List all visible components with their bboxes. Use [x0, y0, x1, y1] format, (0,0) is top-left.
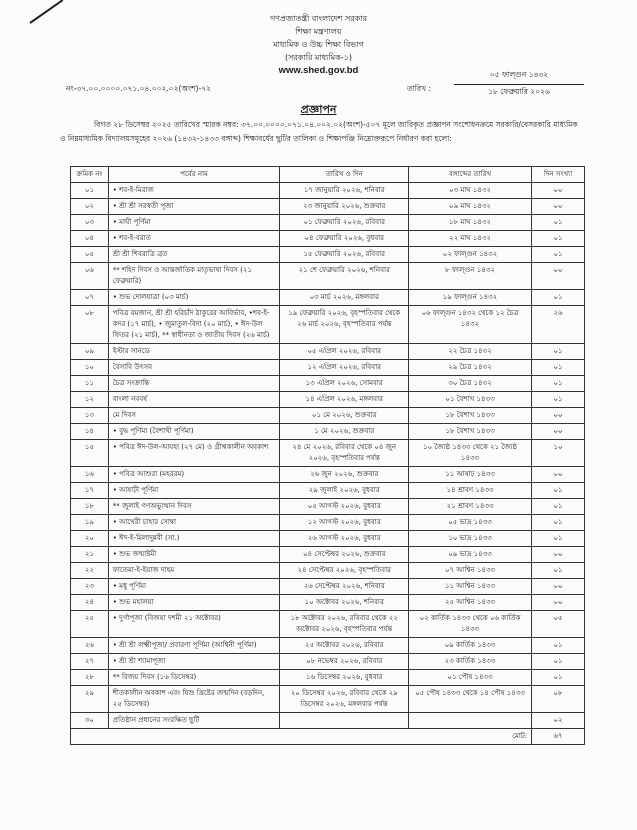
row-serial: ২৯: [71, 686, 109, 713]
row-name: • দুর্গাপূজা (বিজয়া দশমী ২১ অক্টোবর): [108, 611, 280, 638]
row-bangla-date: ০১ বৈশাখ ১৪৩৩: [408, 392, 531, 408]
row-serial: ০২: [71, 199, 109, 215]
table-row: [71, 306, 585, 344]
table-row: [71, 579, 585, 595]
row-bangla-date: ১০ জ্যৈষ্ঠ ১৪৩৩ থেকে ২১ জ্যৈষ্ঠ ১৪৩৩: [408, 440, 531, 467]
row-days: ০১: [532, 483, 585, 499]
row-name: • শ্রী শ্রী শ্যামাপূজা: [108, 654, 280, 670]
table-row: [71, 263, 585, 290]
row-date: ১ মে ২০২৬, শুক্রবার: [280, 424, 409, 440]
row-serial: ১৭: [71, 483, 109, 499]
table-row: [71, 515, 585, 531]
row-days: ০১: [532, 231, 585, 247]
row-days: ০১: [532, 247, 585, 263]
row-days: ০০: [532, 263, 585, 290]
table-row: [71, 360, 585, 376]
row-name: • শুভ জন্মাষ্টমী: [108, 547, 280, 563]
col-days: দিন সংখ্যা: [532, 167, 585, 183]
row-date: ১৩ এপ্রিল ২০২৬, সোমবার: [280, 376, 409, 392]
table-row: [71, 199, 585, 215]
row-date: ০৫ এপ্রিল ২০২৬, রবিবার: [280, 344, 409, 360]
row-name: • বুদ্ধ পূর্ণিমা (বৈশাখী পূর্ণিমা): [108, 424, 280, 440]
row-days: ০৫: [532, 611, 585, 638]
row-bangla-date: ১৮ বৈশাখ ১৪৩৩: [408, 424, 531, 440]
table-row: [71, 563, 585, 579]
col-name: পর্বের নাম: [108, 167, 280, 183]
row-date: ০৪ ফেব্রুয়ারি ২০২৬, বুধবার: [280, 231, 409, 247]
table-row: [71, 392, 585, 408]
row-serial: ২৭: [71, 654, 109, 670]
table-row: [71, 424, 585, 440]
row-serial: ৩০: [71, 713, 109, 729]
date-label: তারিখ :: [407, 84, 431, 93]
table-row: [71, 531, 585, 547]
row-bangla-date: ৩০ চৈত্র ১৪৩২: [408, 376, 531, 392]
row-bangla-date: ১০ ভাদ্র ১৪৩৩: [408, 531, 531, 547]
row-name: • পবিত্র ঈদ-উল-আযহা (২৭ মে) ও গ্রীষ্মকালীন অবকাশ: [108, 440, 280, 467]
row-name: • শুভ দোলযাত্রা (০৩ মার্চ): [108, 290, 280, 306]
row-bangla-date: ১৮ মাঘ ১৪৩২: [408, 215, 531, 231]
row-name: • পবিত্র আশুরা (মহররম): [108, 467, 280, 483]
row-name: • ঈদ-ই-মিলাদুন্নবী (সা.): [108, 531, 280, 547]
row-serial: ১৫: [71, 440, 109, 467]
col-bangla-date: বঙ্গাব্দের তারিখ: [408, 167, 531, 183]
row-serial: ১০: [71, 360, 109, 376]
row-days: ০০: [532, 199, 585, 215]
row-days: ২৬: [532, 306, 585, 344]
row-date: ২৬ আগস্ট ২০২৬, বুধবার: [280, 531, 409, 547]
row-serial: ০৪: [71, 231, 109, 247]
total-row: [71, 729, 585, 745]
row-days: ১০: [532, 440, 585, 467]
row-bangla-date: ২৯ চৈত্র ১৪৩২: [408, 360, 531, 376]
row-days: ০১: [532, 392, 585, 408]
table-row: [71, 638, 585, 654]
row-serial: ১৩: [71, 408, 109, 424]
row-bangla-date: ০২ কার্তিক ১৪৩৩ থেকে ০৬ কার্তিক ১৪৩৩: [408, 611, 531, 638]
row-days: ০৮: [532, 686, 585, 713]
row-date: ২৪ মে ২০২৬, রবিবার থেকে ০৪ জুন ২০২৬, বৃহস্পতিবার পর্যন্ত: [280, 440, 409, 467]
row-serial: ০৩: [71, 215, 109, 231]
row-days: ০১: [532, 215, 585, 231]
row-days: ০০: [532, 579, 585, 595]
row-name: • শুভ মহালয়া: [108, 595, 280, 611]
row-name: শীতকালীন অবকাশ এবং যিশু খ্রিষ্টের জন্মদিন (বড়দিন, ২৫ ডিসেম্বর): [108, 686, 280, 713]
row-bangla-date: ০৫ পৌষ ১৪৩৩ থেকে ১৪ পৌষ ১৪৩৩: [408, 686, 531, 713]
intro-paragraph: বিগত ২৮ ডিসেম্বর ২০২৫ তারিখের স্মারক নম্বর: ৩৭.০০.০০০০.০৭১.০৪.০০২.০২(অংশ)-৫০৭ মূলে জারিকৃত প্রজ্ঞাপন সংশোধনক্রমে সরকারি/বেসরকারি মাধ্যমিক ও নিম্নমাধ্যমিক বিদ্যালয়সমূহের ২০২৬ (১৪৩২-১৪৩৩ বঙ্গাব্দ) শিক্ষাবর্ষের ছুটির তালিকা ও শিক্ষাপঞ্জি নিম্নোক্তরূপে নির্ধারণ করা হলো:: [60, 120, 578, 143]
row-bangla-date: ০৯ মাঘ ১৪৩২: [408, 199, 531, 215]
row-serial: ২৪: [71, 595, 109, 611]
row-bangla-date: ০৭ আশ্বিন ১৪৩৩: [408, 563, 531, 579]
row-bangla-date: ২২ চৈত্র ১৪৩২: [408, 344, 531, 360]
section-name: (সরকারি মাধ্যমিক-১): [284, 53, 353, 62]
row-days: ০১: [532, 499, 585, 515]
row-bangla-date: ০৯ ভাদ্র ১৪৩৩: [408, 547, 531, 563]
row-date: ১৪ এপ্রিল ২০২৬, মঙ্গলবার: [280, 392, 409, 408]
row-days: ০২: [532, 713, 585, 729]
row-bangla-date: ১৮ বৈশাখ ১৪৩৩: [408, 408, 531, 424]
row-date: ২৫ অক্টোবর ২০২৬, রবিবার: [280, 638, 409, 654]
table-row: [71, 290, 585, 306]
table-row: [71, 231, 585, 247]
row-serial: ১৪: [71, 424, 109, 440]
row-serial: ০৫: [71, 247, 109, 263]
row-serial: ১৯: [71, 515, 109, 531]
row-bangla-date: ১১ আষাঢ় ১৪৩৩: [408, 467, 531, 483]
row-name: পবিত্র রমজান, শ্রী শ্রী হরিচাঁদ ঠাকুরের আবির্ভাব, •শব-ই-কদর (১৭ মার্চ), • জুমাতুল-বিদা (২০ মার্চ), • ঈদ-উল ফিতর (২১ মার্চ), ** স্বাধীনতা ও জাতীয় দিবস (২৬ মার্চ): [108, 306, 280, 344]
row-name: বৈসাবি উৎসব: [108, 360, 280, 376]
row-bangla-date: ২৩ কার্তিক ১৪৩৩: [408, 654, 531, 670]
row-bangla-date: ১৯ ফাল্গুন ১৪৩২: [408, 290, 531, 306]
row-bangla-date: ০৩ মাঘ ১৪৩২: [408, 183, 531, 199]
row-date: ১২ আগস্ট ২০২৬, বুধবার: [280, 515, 409, 531]
table-row: [71, 215, 585, 231]
row-days: ০১: [532, 563, 585, 579]
table-row: [71, 408, 585, 424]
letterhead: [0, 12, 637, 77]
table-row: [71, 547, 585, 563]
row-days: ০০: [532, 408, 585, 424]
row-date: ১০ অক্টোবর ২০২৬, শনিবার: [280, 595, 409, 611]
table-row: [71, 499, 585, 515]
row-bangla-date: ২৫ আশ্বিন ১৪৩৩: [408, 595, 531, 611]
row-date: ২৯ জুলাই ২০২৬, বুধবার: [280, 483, 409, 499]
row-date: ১৫ ফেব্রুয়ারি ২০২৬, রবিবার: [280, 247, 409, 263]
row-days: ০০: [532, 183, 585, 199]
row-serial: ১৬: [71, 467, 109, 483]
table-row: [71, 247, 585, 263]
row-date: ১৬ ডিসেম্বর ২০২৬, বুধবার: [280, 670, 409, 686]
row-serial: ০৯: [71, 344, 109, 360]
row-date: ২৬ জুন ২০২৬, শুক্রবার: [280, 467, 409, 483]
row-date: ০১ মে ২০২৬, শুক্রবার: [280, 408, 409, 424]
table-row: [71, 611, 585, 638]
table-row: [71, 440, 585, 467]
row-name: • শ্রী শ্রী সরস্বতী পূজা: [108, 199, 280, 215]
date-divider: [454, 84, 584, 85]
row-date: ০৪ সেপ্টেম্বর ২০২৬, শুক্রবার: [280, 547, 409, 563]
row-bangla-date: ০৬ ফাল্গুন ১৪৩২ থেকে ১২ চৈত্র ১৪৩২: [408, 306, 531, 344]
row-name: ** জুলাই গণঅভ্যুত্থান দিবস: [108, 499, 280, 515]
row-serial: ০৭: [71, 290, 109, 306]
row-name: ** বিজয় দিবস (১৬ ডিসেম্বর): [108, 670, 280, 686]
row-name: শ্রী শ্রী শিবরাত্রি ব্রত: [108, 247, 280, 263]
row-serial: ১২: [71, 392, 109, 408]
row-date: ২৬ সেপ্টেম্বর ২০২৬, শনিবার: [280, 579, 409, 595]
row-date: ২০ ডিসেম্বর ২০২৬, রবিবার থেকে ২৯ ডিসেম্বর ২০২৬, মঙ্গলবার পর্যন্ত: [280, 686, 409, 713]
row-days: ০০: [532, 424, 585, 440]
row-date: ০৮ নভেম্বর ২০২৬, রবিবার: [280, 654, 409, 670]
row-bangla-date: ২২ মাঘ ১৪৩২: [408, 231, 531, 247]
row-bangla-date: ০১ পৌষ ১৪৩৩: [408, 670, 531, 686]
division-name: মাধ্যমিক ও উচ্চ শিক্ষা বিভাগ: [273, 40, 364, 49]
table-row: [71, 670, 585, 686]
table-row: [71, 183, 585, 199]
row-days: ০১: [532, 344, 585, 360]
row-bangla-date: [408, 713, 531, 729]
row-serial: ০৮: [71, 306, 109, 344]
row-name: • শব-ই-বরাত: [108, 231, 280, 247]
table-row: [71, 376, 585, 392]
row-date: ২১ শে ফেব্রুয়ারি ২০২৬, শনিবার: [280, 263, 409, 290]
row-name: চৈত্র সংক্রান্তি: [108, 376, 280, 392]
row-date: ১৮ অক্টোবর ২০২৬, রবিবার থেকে ২২ অক্টোবর ২০২৬, বৃহস্পতিবার পর্যন্ত: [280, 611, 409, 638]
row-days: ০১: [532, 670, 585, 686]
row-days: ০০: [532, 547, 585, 563]
row-days: ০১: [532, 515, 585, 531]
row-name: • মাঘী পূর্ণিমা: [108, 215, 280, 231]
row-days: ০১: [532, 654, 585, 670]
row-bangla-date: ২১ শ্রাবণ ১৪৩৩: [408, 499, 531, 515]
row-serial: ২১: [71, 547, 109, 563]
row-name: প্রতিষ্ঠান প্রধানের সংরক্ষিত ছুটি: [108, 713, 280, 729]
row-days: ০০: [532, 467, 585, 483]
row-days: ০১: [532, 531, 585, 547]
row-name: • আখেরী চাহার সোম্বা: [108, 515, 280, 531]
table-row: [71, 483, 585, 499]
row-date: ০৩ মার্চ ২০২৬, মঙ্গলবার: [280, 290, 409, 306]
row-serial: ২৩: [71, 579, 109, 595]
row-name: • মধু পূর্ণিমা: [108, 579, 280, 595]
row-serial: ১১: [71, 376, 109, 392]
memo-date: [454, 70, 584, 99]
table-row: [71, 344, 585, 360]
row-bangla-date: ১৪ শ্রাবণ ১৪৩৩: [408, 483, 531, 499]
row-date: ২৪ সেপ্টেম্বর ২০২৬, বৃহস্পতিবার: [280, 563, 409, 579]
date-bangla: ০৫ ফাল্গুন ১৪৩২: [489, 70, 549, 79]
row-serial: ২৫: [71, 611, 109, 638]
row-serial: ০৬: [71, 263, 109, 290]
row-days: ০০: [532, 595, 585, 611]
table-row: [71, 467, 585, 483]
table-header-row: [71, 167, 585, 183]
row-date: ১৭ জানুয়ারি ২০২৬, শনিবার: [280, 183, 409, 199]
row-serial: ০১: [71, 183, 109, 199]
table-row: [71, 595, 585, 611]
row-name: • আষাঢ়ী পূর্ণিমা: [108, 483, 280, 499]
row-serial: ২০: [71, 531, 109, 547]
row-serial: ২২: [71, 563, 109, 579]
row-date: ০১ ফেব্রুয়ারি ২০২৬, রবিবার: [280, 215, 409, 231]
row-name: মে দিবস: [108, 408, 280, 424]
row-bangla-date: ৮ ফাল্গুন ১৪৩২: [408, 263, 531, 290]
col-serial: ক্রমিক নং: [71, 167, 109, 183]
row-date: ২৩ জানুয়ারি ২০২৬, শুক্রবার: [280, 199, 409, 215]
row-date: [280, 713, 409, 729]
row-bangla-date: ০২ ফাল্গুন ১৪৩২: [408, 247, 531, 263]
row-name: ফাতেমা-ই-ইয়াজ দাহম: [108, 563, 280, 579]
holiday-table: [70, 166, 585, 745]
govt-name: গণপ্রজাতন্ত্রী বাংলাদেশ সরকার: [269, 14, 368, 23]
table-row: [71, 713, 585, 729]
table-row: [71, 686, 585, 713]
row-serial: ২৬: [71, 638, 109, 654]
row-name: • শব-ই-মিরাজ: [108, 183, 280, 199]
total-days: ৬৭: [532, 729, 585, 745]
row-days: ০১: [532, 638, 585, 654]
ministry-name: শিক্ষা মন্ত্রণালয়: [295, 27, 342, 36]
date-gregorian: ১৮ ফেব্রুয়ারি ২০২৬: [488, 87, 550, 96]
row-bangla-date: ১১ আশ্বিন ১৪৩৩: [408, 579, 531, 595]
row-date: ১৯ ফেব্রুয়ারি ২০২৬, বৃহস্পতিবার থেকে ২৬ মার্চ ২০২৬, বৃহস্পতিবার পর্যন্ত: [280, 306, 409, 344]
col-date: তারিখ ও দিন: [280, 167, 409, 183]
row-date: ০৫ আগস্ট ২০২৬, বুধবার: [280, 499, 409, 515]
table-row: [71, 654, 585, 670]
row-date: ১২ এপ্রিল ২০২৬, রবিবার: [280, 360, 409, 376]
row-serial: ১৮: [71, 499, 109, 515]
row-days: ০১: [532, 376, 585, 392]
row-name: বাংলা নববর্ষ: [108, 392, 280, 408]
row-name: ** শহিদ দিবস ও আন্তর্জাতিক মাতৃভাষা দিবস (২১ ফেব্রুয়ারি): [108, 263, 280, 290]
row-name: • শ্রী শ্রী লক্ষ্মীপূজা/ প্রবারণা পূর্ণিমা (আশ্বিনী পূর্ণিমা): [108, 638, 280, 654]
row-bangla-date: ০৯ কার্তিক ১৪৩৩: [408, 638, 531, 654]
row-days: ০১: [532, 290, 585, 306]
row-name: ইস্টার সানডে: [108, 344, 280, 360]
document-title: প্রজ্ঞাপন: [300, 103, 337, 116]
row-days: ০১: [532, 360, 585, 376]
website-link[interactable]: www.shed.gov.bd: [278, 65, 359, 76]
row-bangla-date: ০৫ ভাদ্র ১৪৩৩: [408, 515, 531, 531]
row-serial: ২৮: [71, 670, 109, 686]
total-label: মোট:: [71, 729, 532, 745]
memo-number: নং-৩৭.০০.০০০০.০৭১.০৪.০০২.০২(অংশ)-৭২: [66, 84, 211, 93]
